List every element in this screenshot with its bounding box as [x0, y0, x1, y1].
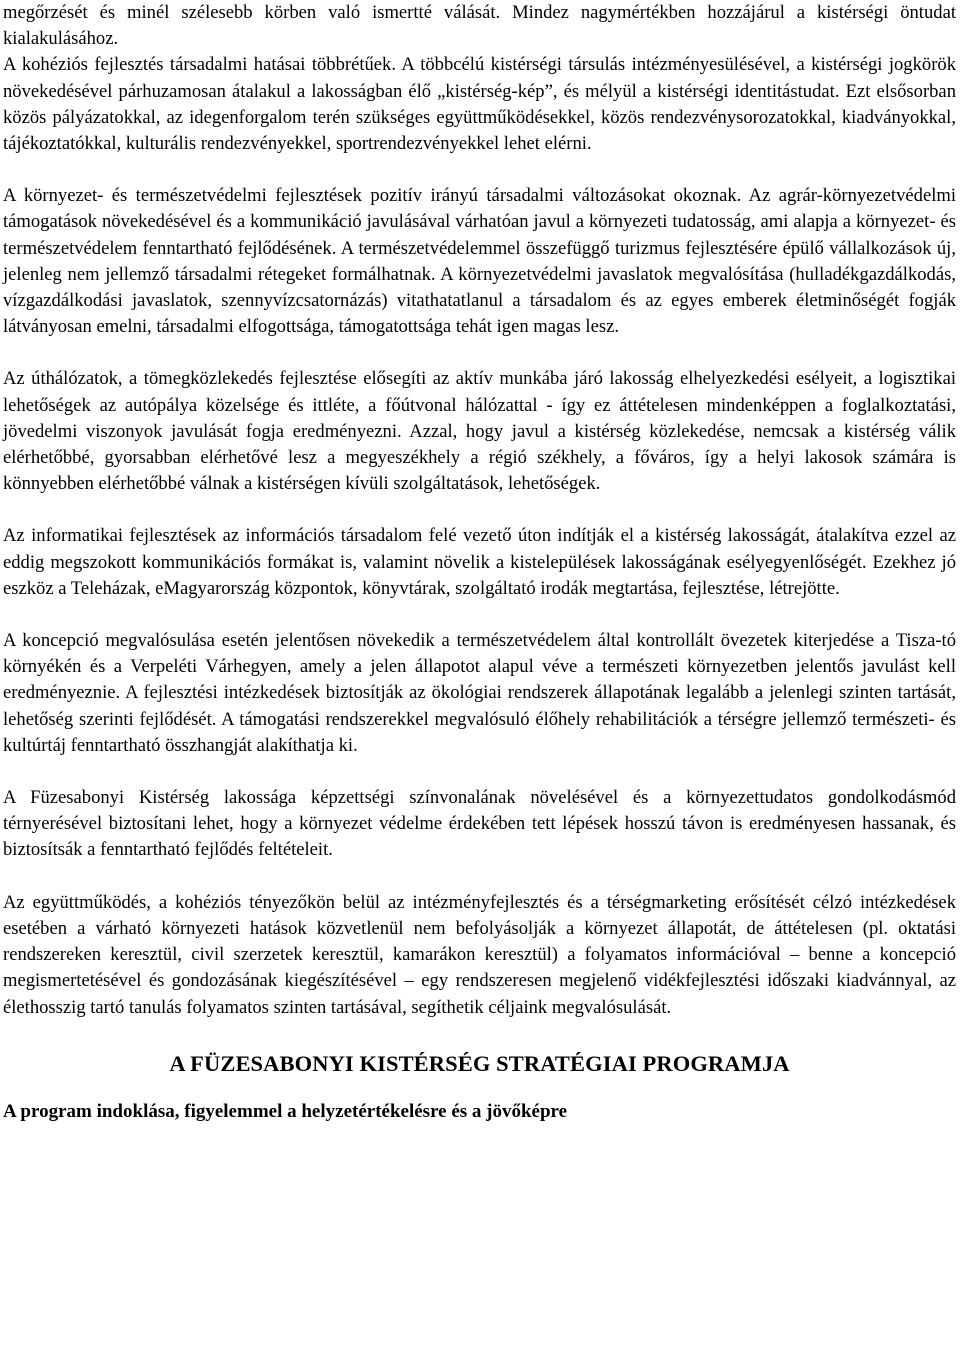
paragraph-education: A Füzesabonyi Kistérség lakossága képzettségi színvonalának növelésével és a környezettudatos gondolkodásmód térnyerésével biztosítani lehet, hogy a környezet védelme érdekében tett lépések hosszú távon is eredményesen hassanak, és biztosítsák a fenntartható fejlődés feltételeit.: [3, 787, 956, 861]
paragraph-identity: megőrzését és minél szélesebb körben való ismertté válását. Mindez nagymértékben hozzájárul a kistérségi öntudat kialakulásához.: [3, 2, 956, 50]
paragraph-environment: A környezet- és természetvédelmi fejlesztések pozitív irányú társadalmi változásokat okoznak. Az agrár-környezetvédelmi támogatások növekedésével és a kommunikáció javulásával várhatóan javul a környezeti tudatosság, ami alapja a környezet- és természetvédelem fenntartható fejlődésének. A természetvédelemmel összefüggő turizmus fejlesztésére épülő vállalkozások új, jelenleg nem jellemző társadalmi rétegeket formálhatnak. A környezetvédelmi javaslatok megvalósítása (hulladékgazdálkodás, vízgazdálkodási javaslatok, szennyvízcsatornázás) vitathatatlanul a társadalom és az egyes emberek életminőségét fogják látványosan emelni, társadalmi elfogottsága, támogatottsága tehát igen magas lesz.: [3, 185, 956, 338]
section-heading: A FÜZESABONYI KISTÉRSÉG STRATÉGIAI PROGRAMJA: [169, 1050, 790, 1076]
paragraph-nature-protection: A koncepció megvalósulása esetén jelentősen növekedik a természetvédelem által kontrollált övezetek kiterjedése a Tisza-tó környékén és a Verpeléti Várhegyen, amely a jelen állapotot alapul véve a természeti környezetben jelentős javulást kell eredményeznie. A fejlesztési intézkedések biztosítják az ökológiai rendszerek állapotának legalább a jelenlegi szinten tartását, lehetőség szerinti fejlődését. A támogatási rendszerekkel megvalósuló élőhely rehabilitációk a térségre jellemző természeti- és kultúrtáj fenntartható összhangját alakíthatja ki.: [3, 630, 956, 756]
section-subheading: A program indoklása, figyelemmel a helyzetértékelésre és a jövőképre: [3, 1100, 568, 1122]
document-page: [3, 0, 956, 1125]
paragraph-cohesion-social-effects: A kohéziós fejlesztés társadalmi hatásai többrétűek. A többcélú kistérségi társulás intézményesülésével, a kistérségi jogkörök növekedésével párhuzamosan átalakul a lakosságban élő „kistérség-kép”, és mélyül a kistérségi identitástudat. Ezt elsősorban közös pályázatokkal, az idegenforgalom terén szükséges együttműködésekkel, közös rendezvénysorozatokkal, kiadványokkal, tájékoztatókkal, kulturális rendezvényekkel, sportrendezvényekkel lehet elérni.: [3, 54, 956, 155]
paragraph-it-development: Az informatikai fejlesztések az információs társadalom felé vezető úton indítják el a kistérség lakosságát, átalakítva ezzel az eddig megszokott kommunikációs formákat is, valamint növelik a kistelepülések lakosságának esélyegyenlőségét. Ezekhez jó eszköz a Teleházak, eMagyarország központok, könyvtárak, szolgáltató irodák megtartása, fejlesztése, létrejötte.: [3, 525, 956, 599]
paragraph-cooperation: Az együttműködés, a kohéziós tényezőkön belül az intézményfejlesztés és a térségmarketing erősítését célzó intézkedések esetében a várható környezeti hatások közvetlenül nem befolyásolják a környezet állapotát, de áttételesen (pl. oktatási rendszereken keresztül, civil szerzetek keresztül, kamarákon keresztül) a folyamatos információval – benne a koncepció megismertetésével és gondozásának kiegészítésével – egy rendszeresen megjelenő vidékfejlesztési időszaki kiadvánnyal, az élethosszig tartó tanulás folyamatos szinten tartásával, segíthetik céljaink megvalósulását.: [3, 891, 956, 1018]
paragraph-roads-transport: Az úthálózatok, a tömegközlekedés fejlesztése elősegíti az aktív munkába járó lakosság elhelyezkedési esélyeit, a logisztikai lehetőségek az autópálya közelsége és ittléte, a főútvonal hálózattal - így ez áttételesen mindenképpen a foglalkoztatási, jövedelmi viszonyok javulását fogja eredményezni. Azzal, hogy javul a kistérség közlekedése, nemcsak a kistérség válik elérhetőbbé, gyorsabban elérhetővé lesz a megyeszékhely a régió székhely, a főváros, így a helyi lakosok számára is könnyebben elérhetőbbé válnak a kistérségen kívüli szolgáltatások, lehetőségek.: [3, 368, 956, 495]
